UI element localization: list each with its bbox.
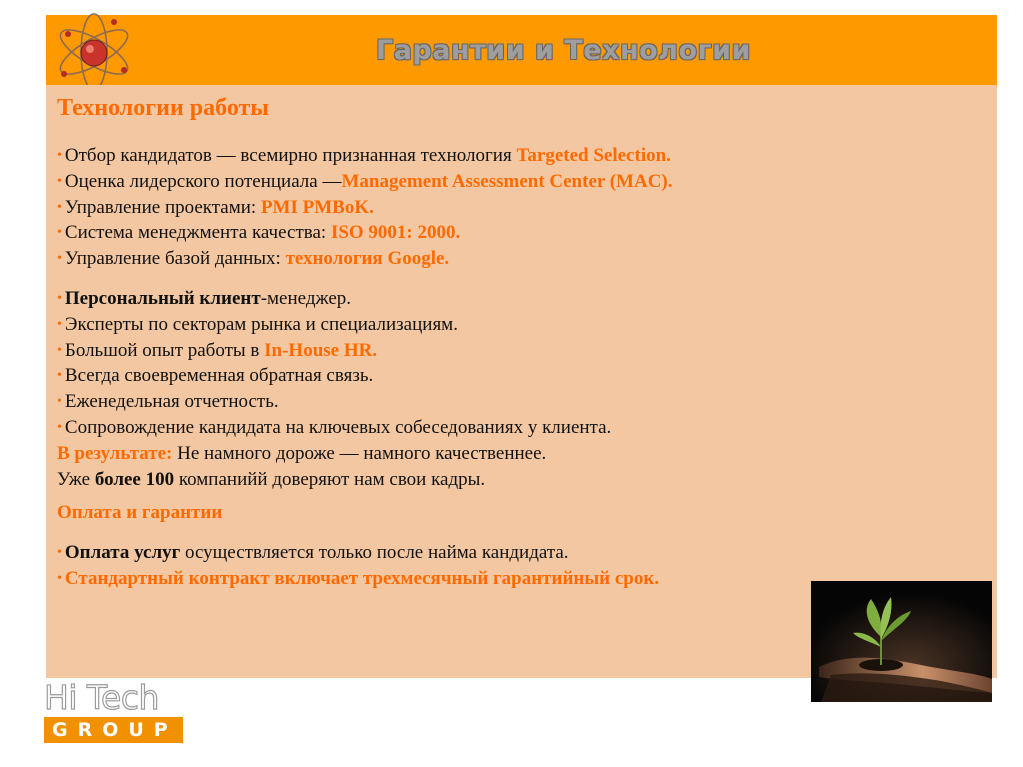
service-list	[57, 286, 987, 492]
bullet-icon: •	[57, 173, 62, 189]
content	[57, 93, 987, 592]
bullet-icon: •	[57, 368, 62, 384]
list-item: • Большой опыт работы в In-House HR.	[57, 339, 378, 361]
atom-icon	[52, 12, 136, 92]
list-item: • Управление базой данных: технология Google.	[57, 248, 450, 270]
bullet-icon: •	[57, 545, 62, 561]
list-item: • Система менеджмента качества: ISO 9001: 2000.	[57, 222, 461, 244]
page-title: Гарантии и Технологии	[376, 35, 751, 66]
bullet-icon: •	[57, 342, 62, 358]
bullet-icon: •	[57, 316, 62, 332]
list-item: • Оплата услуг осуществляется только после найма кандидата.	[57, 542, 569, 564]
plant-in-hands-image	[811, 581, 992, 702]
bullet-icon: •	[57, 394, 62, 410]
bullet-icon: •	[57, 225, 62, 241]
bullet-icon: •	[57, 199, 62, 215]
list-item: • Персональный клиент-менеджер.	[57, 287, 352, 309]
payment-title: Оплата и гарантии	[57, 502, 223, 524]
bullet-icon: •	[57, 148, 62, 163]
list-item: • Оценка лидерского потенциала —Management Assessment Center (MAC).	[57, 170, 673, 192]
bullet-icon: •	[57, 571, 62, 587]
list-item: • Еженедельная отчетность.	[57, 391, 279, 413]
section-title: Технологии работы	[57, 95, 270, 121]
list-item: • Эксперты по секторам рынка и специализациям.	[57, 313, 458, 335]
list-item: • Управление проектами: PMI PMBoK.	[57, 196, 374, 218]
header-bar	[46, 15, 997, 85]
list-item: • Стандартный контракт включает трехмесячный гарантийный срок.	[57, 568, 660, 590]
technology-list	[57, 143, 987, 272]
bullet-icon: •	[57, 251, 62, 267]
list-item: • Всегда своевременная обратная связь.	[57, 365, 374, 387]
result-line: В результате: Не намного дороже — намного качественнее.	[57, 442, 547, 464]
bullet-icon: •	[57, 419, 62, 435]
list-item: • Сопровождение кандидата на ключевых собеседованиях у клиента.	[57, 416, 612, 438]
logo-group-text: GROUP	[52, 719, 178, 741]
logo-bar	[44, 717, 183, 743]
bullet-icon: •	[57, 290, 62, 306]
list-item: • Отбор кандидатов — всемирно признанная технология Targeted Selection.	[57, 145, 671, 166]
logo-text: Hi Tech	[44, 678, 159, 717]
hitech-group-logo	[44, 680, 186, 744]
trust-line: Уже более 100 компанийй доверяют нам свои кадры.	[57, 468, 486, 490]
